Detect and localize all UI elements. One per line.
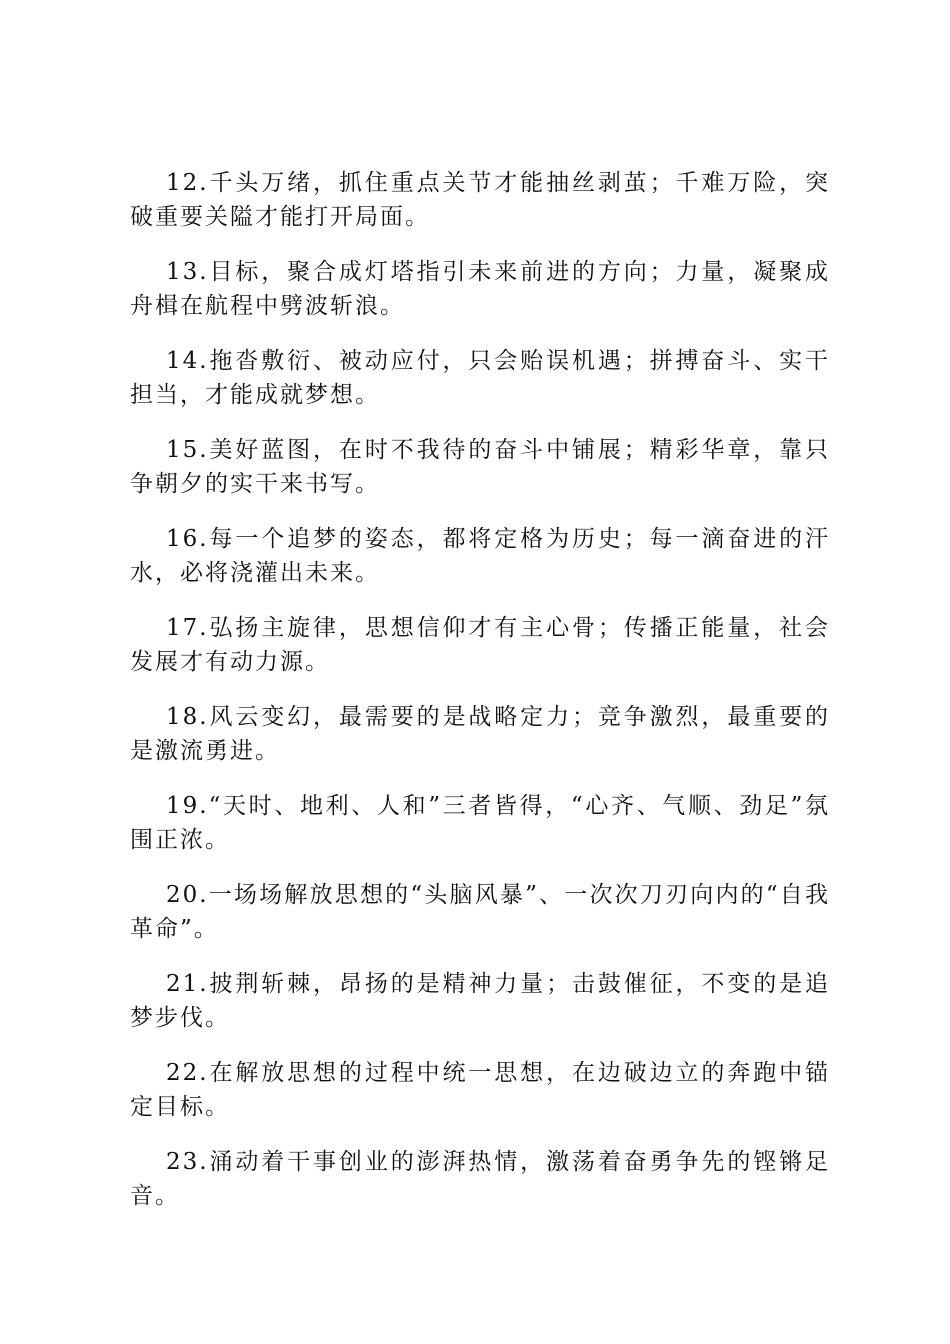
- paragraph-19: 19.“天时、地利、人和”三者皆得，“心齐、气顺、劲足”氛围正浓。: [130, 793, 830, 853]
- paragraph-23: 23.涌动着干事创业的澎湃热情，激荡着奋勇争先的铿锵足音。: [130, 1149, 830, 1209]
- paragraph-21: 21.披荆斩棘，昂扬的是精神力量；击鼓催征，不变的是追梦步伐。: [130, 971, 830, 1031]
- paragraph-16: 16.每一个追梦的姿态，都将定格为历史；每一滴奋进的汗水，必将浇灌出未来。: [130, 526, 830, 586]
- paragraph-17: 17.弘扬主旋律，思想信仰才有主心骨；传播正能量，社会发展才有动力源。: [130, 615, 830, 675]
- paragraph-13: 13.目标，聚合成灯塔指引未来前进的方向；力量，凝聚成舟楫在航程中劈波斩浪。: [130, 259, 830, 319]
- paragraph-15: 15.美好蓝图，在时不我待的奋斗中铺展；精彩华章，靠只争朝夕的实干来书写。: [130, 437, 830, 497]
- paragraph-20: 20.一场场解放思想的“头脑风暴”、一次次刀刃向内的“自我革命”。: [130, 882, 830, 942]
- paragraph-12: 12.千头万绪，抓住重点关节才能抽丝剥茧；千难万险，突破重要关隘才能打开局面。: [130, 170, 830, 230]
- document-body: [130, 166, 830, 1234]
- paragraph-22: 22.在解放思想的过程中统一思想，在边破边立的奔跑中锚定目标。: [130, 1060, 830, 1120]
- paragraph-14: 14.拖沓敷衍、被动应付，只会贻误机遇；拼搏奋斗、实干担当，才能成就梦想。: [130, 348, 830, 408]
- paragraph-18: 18.风云变幻，最需要的是战略定力；竞争激烈，最重要的是激流勇进。: [130, 704, 830, 764]
